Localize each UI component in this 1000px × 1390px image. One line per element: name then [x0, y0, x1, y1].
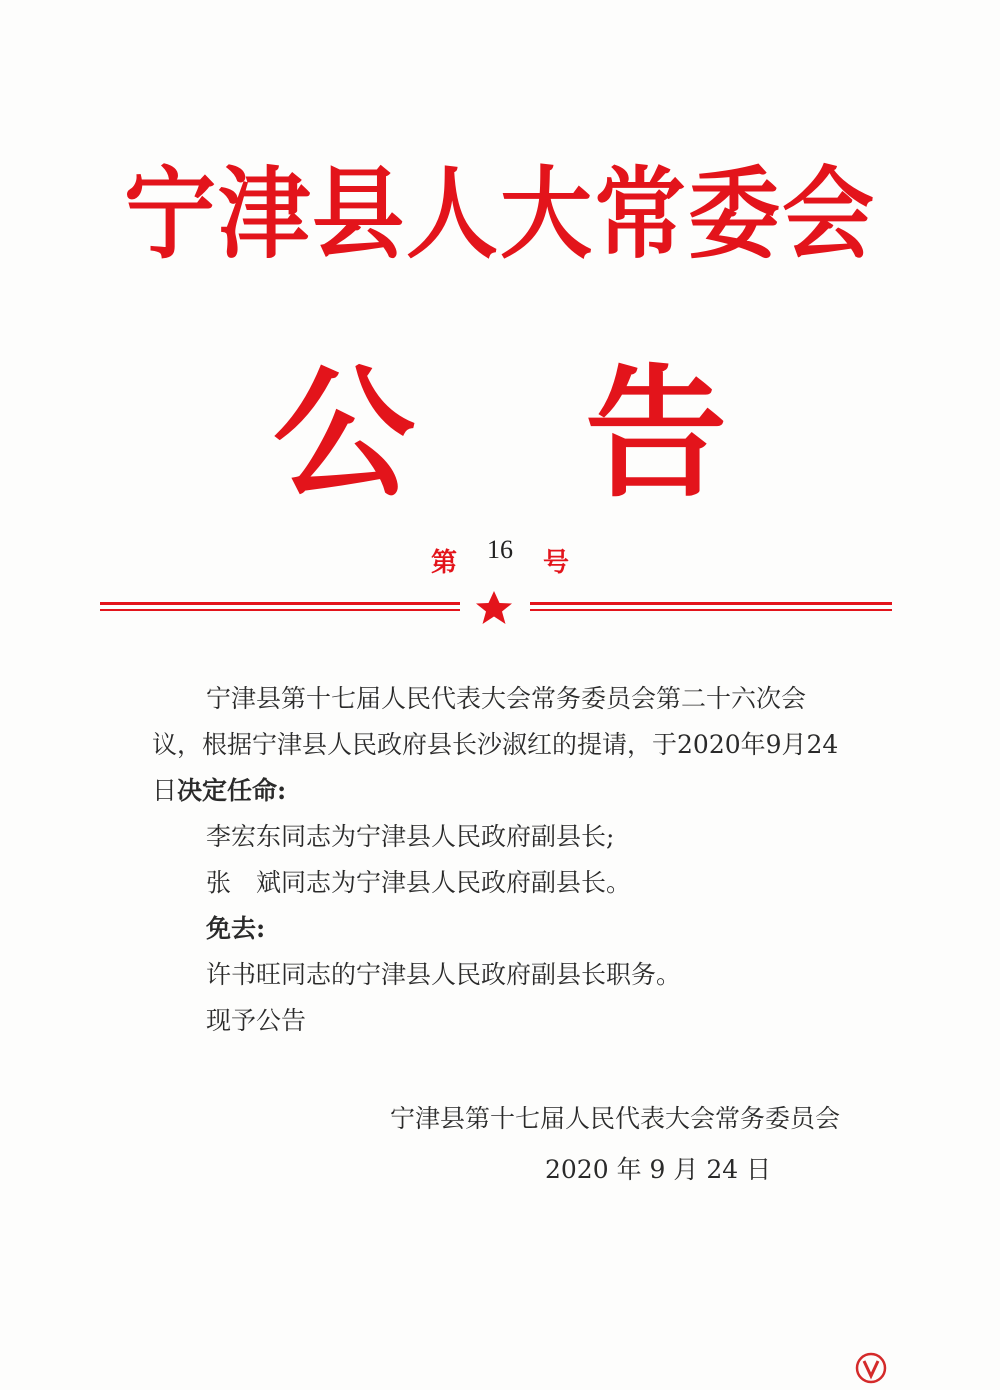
number-value: 16: [487, 535, 513, 564]
closing-line: 现予公告: [206, 1006, 307, 1035]
divider-right-line-bottom: [530, 609, 892, 611]
appointment-line-1: 李宏东同志为宁津县人民政府副县长;: [206, 822, 615, 851]
appointment-line-2: 张 斌同志为宁津县人民政府副县长。: [206, 868, 632, 897]
removal-label: 免去:: [206, 914, 266, 943]
decision-label: 决定任命:: [177, 776, 287, 805]
divider-left-line-bottom: [100, 609, 460, 611]
document-number: [0, 535, 1000, 583]
intro-text: 宁津县第十七届人民代表大会常务委员会第二十六次会议，根据宁津县人民政府县长沙淑红的提请，于2020年9月24日: [152, 684, 839, 805]
issuing-organization-title: 宁津县人大常委会: [123, 156, 876, 273]
announcement-body: [152, 676, 852, 1044]
signature-date: 2020 年 9 月 24 日: [545, 1155, 772, 1184]
number-prefix: 第: [430, 548, 457, 578]
document-type-char-2: 告: [585, 352, 727, 517]
document-type-heading: [0, 350, 1000, 520]
signature-issuer: 宁津县第十七届人民代表大会常务委员会: [389, 1104, 840, 1133]
red-divider-with-star: [100, 588, 892, 628]
divider-right-line-top: [530, 602, 892, 605]
star-icon: [476, 591, 512, 624]
removal-line-1: 许书旺同志的宁津县人民政府副县长职务。: [206, 960, 682, 989]
number-suffix: 号: [543, 548, 570, 578]
document-type-char-1: 公: [273, 352, 415, 517]
divider-left-line-top: [100, 602, 460, 605]
intro-paragraph: [152, 676, 852, 814]
corner-logo-icon: [855, 1352, 887, 1384]
